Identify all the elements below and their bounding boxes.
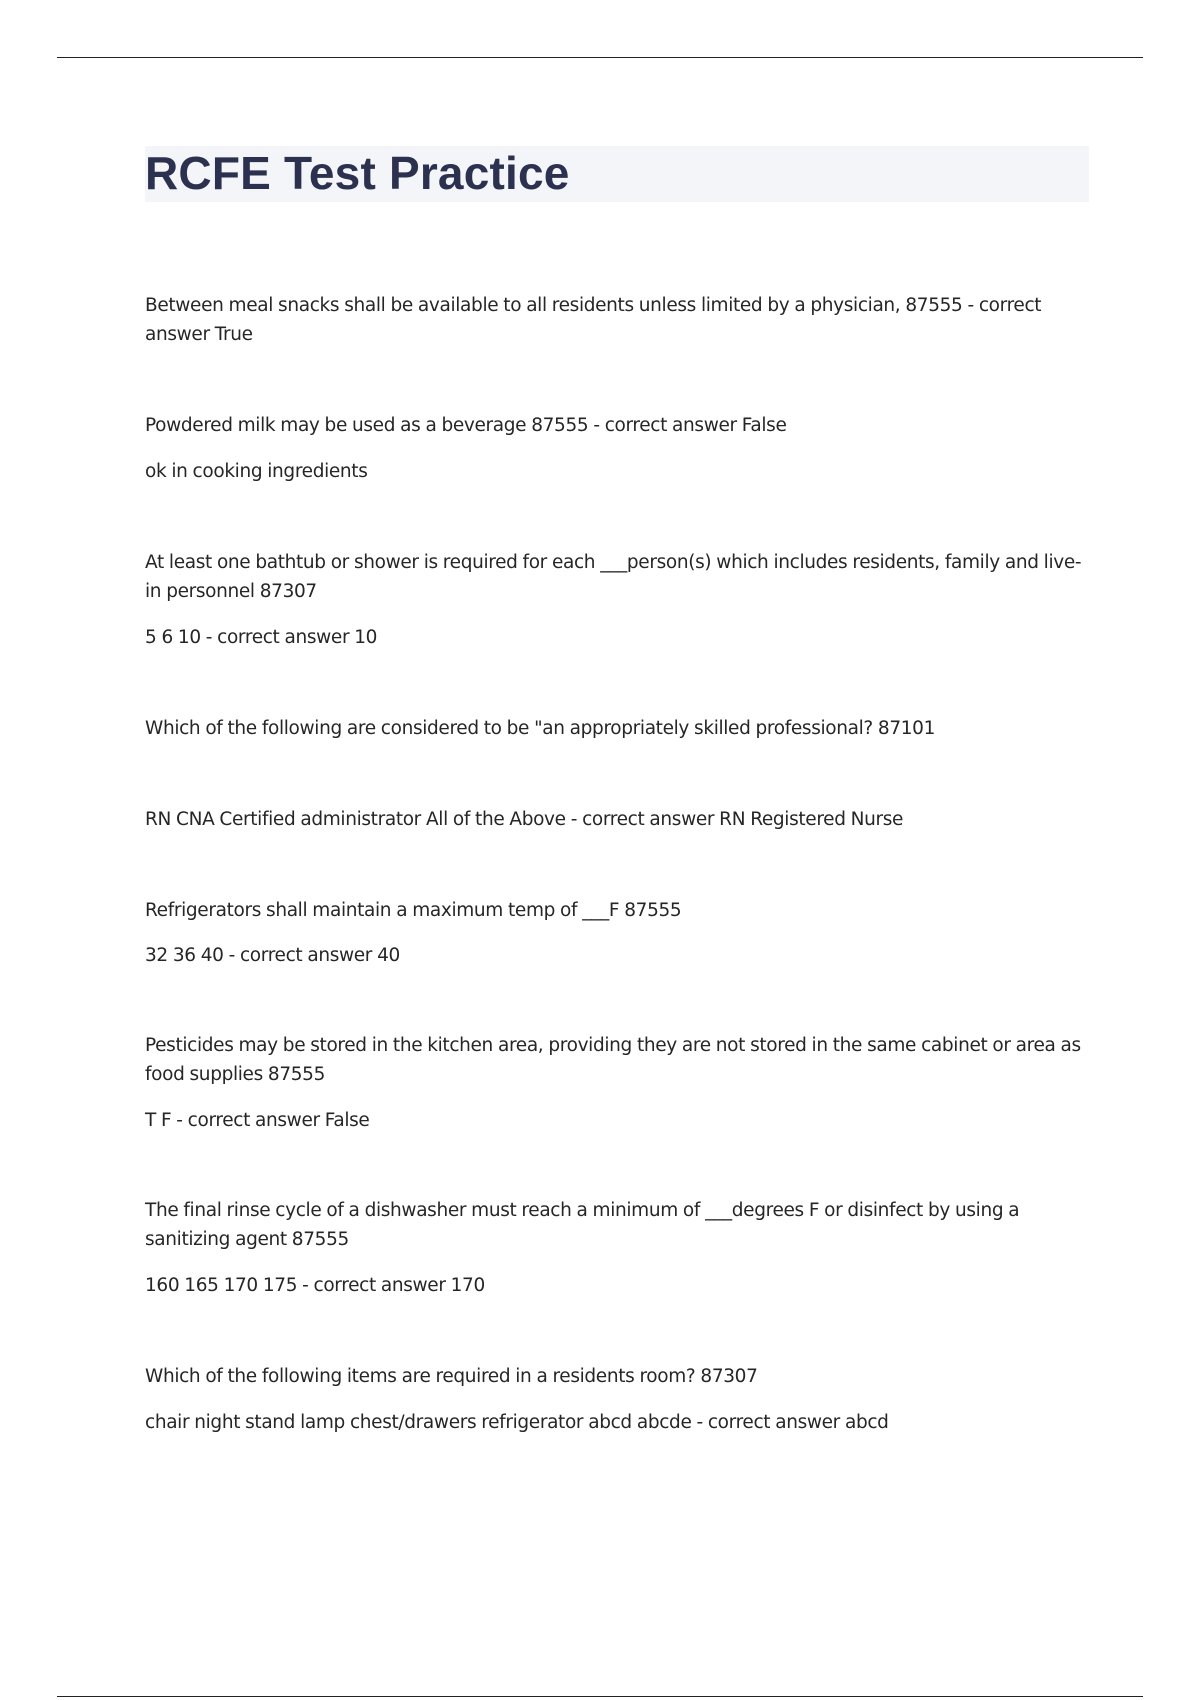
paragraph-10: Pesticides may be stored in the kitchen area, providing they are not stored in the same cabinet or area as food supplies 87555 xyxy=(145,1035,1081,1085)
paragraph-7: RN CNA Certified administrator All of the Above - correct answer RN Registered Nurse xyxy=(145,809,904,830)
paragraph-11: T F - correct answer False xyxy=(145,1110,370,1131)
paragraph-2: Powdered milk may be used as a beverage 87555 - correct answer False xyxy=(145,415,787,436)
top-rule xyxy=(57,57,1143,58)
paragraph-5: 5 6 10 - correct answer 10 xyxy=(145,627,378,648)
paragraph-15: chair night stand lamp chest/drawers refrigerator abcd abcde - correct answer abcd xyxy=(145,1412,889,1433)
paragraph-9: 32 36 40 - correct answer 40 xyxy=(145,945,400,966)
paragraph-14: Which of the following items are required in a residents room? 87307 xyxy=(145,1366,758,1387)
paragraph-6: Which of the following are considered to be "an appropriately skilled professional? 87101 xyxy=(145,718,936,739)
paragraph-13: 160 165 170 175 - correct answer 170 xyxy=(145,1275,485,1296)
paragraph-4: At least one bathtub or shower is required for each ___person(s) which includes residents, family and live-in personnel 87307 xyxy=(145,552,1082,602)
paragraph-8: Refrigerators shall maintain a maximum temp of ___F 87555 xyxy=(145,900,682,921)
paragraph-12: The final rinse cycle of a dishwasher must reach a minimum of ___degrees F or disinfect by using a sanitizing agent 87555 xyxy=(145,1200,1020,1250)
page-title: RCFE Test Practice xyxy=(145,147,570,199)
paragraph-3: ok in cooking ingredients xyxy=(145,461,368,482)
bottom-rule xyxy=(57,1696,1143,1697)
paragraph-1: Between meal snacks shall be available to all residents unless limited by a physician, 87555 - correct answer True xyxy=(145,295,1042,345)
